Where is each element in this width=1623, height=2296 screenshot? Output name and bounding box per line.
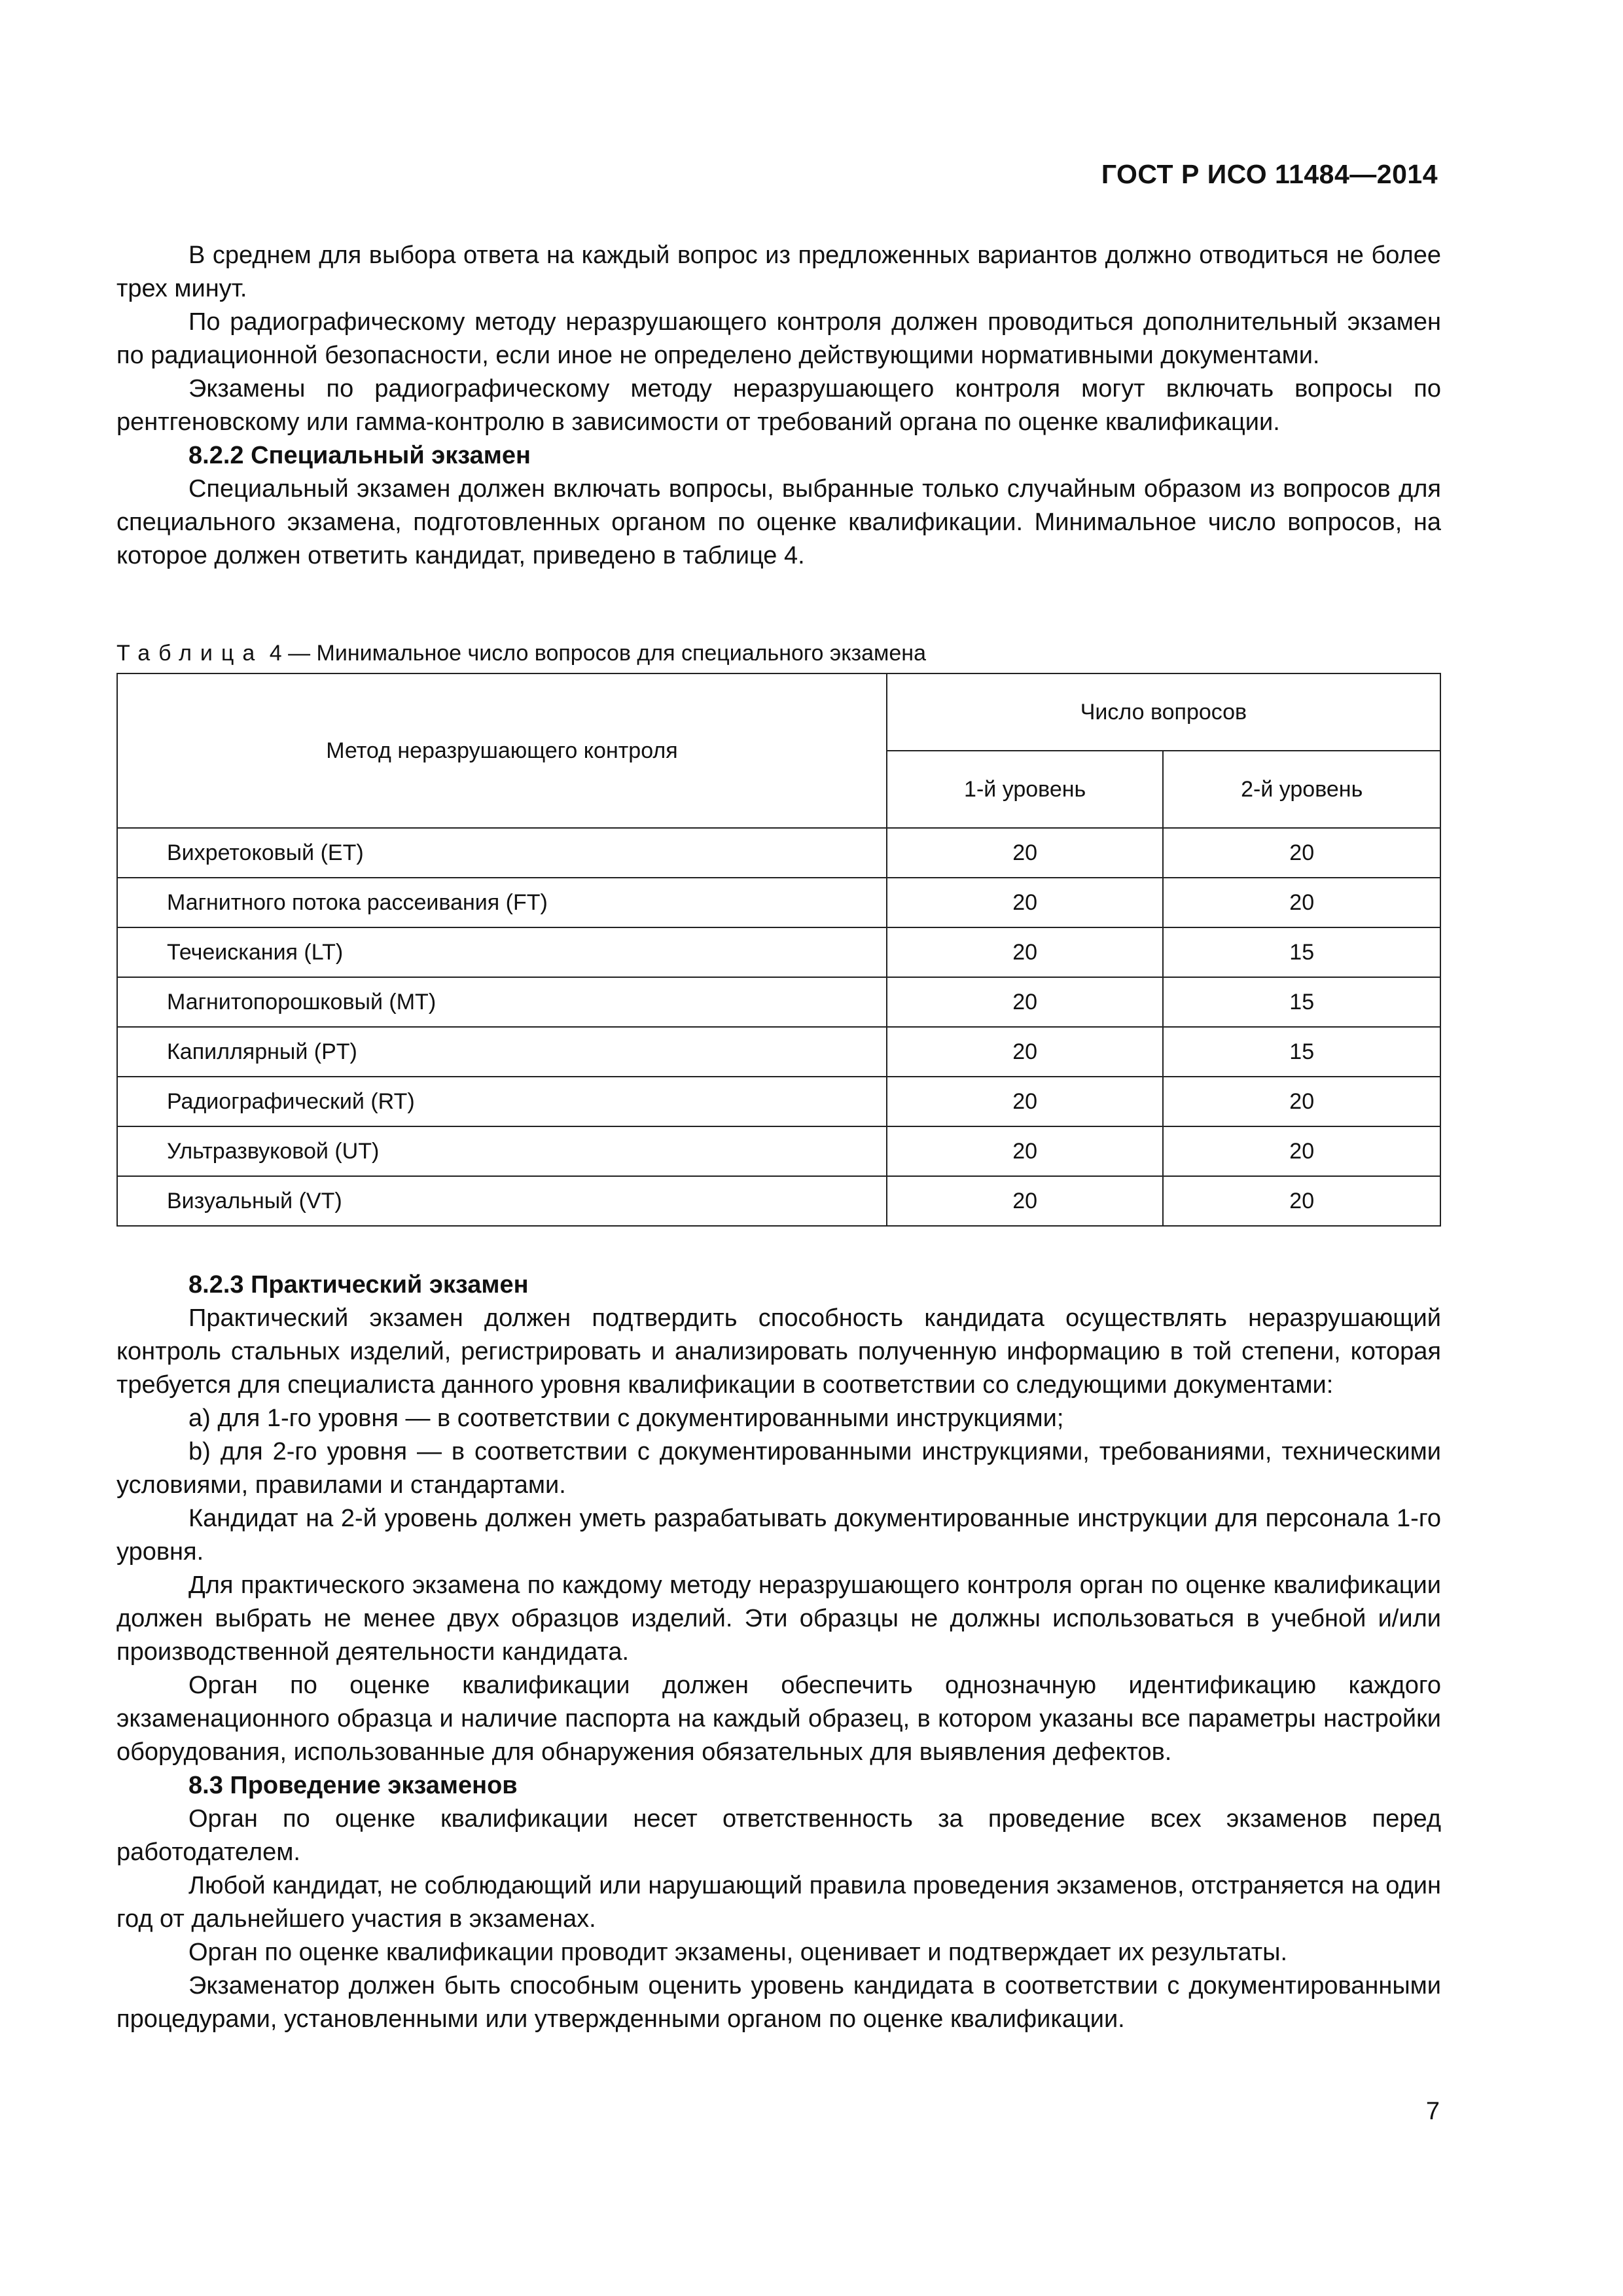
header-level-1: 1-й уровень — [887, 751, 1164, 828]
list-item: a) для 1-го уровня — в соответствии с документированными инструкциями; — [188, 1405, 1064, 1432]
intro-section — [116, 239, 1441, 573]
table-caption-label: Таблица — [116, 641, 264, 666]
header-question-count: Число вопросов — [887, 673, 1440, 751]
level-2-cell: 20 — [1163, 1126, 1440, 1176]
section-heading-8-3: 8.3 Проведение экзаменов — [188, 1772, 518, 1799]
level-1-cell: 20 — [887, 828, 1164, 878]
paragraph: Любой кандидат, не соблюдающий или нарушающий правила проведения экзаменов, отстраняется на один год от дальнейшего участия в экзаменах. — [116, 1872, 1441, 1933]
method-cell: Визуальный (VT) — [117, 1176, 887, 1226]
level-1-cell: 20 — [887, 927, 1164, 977]
level-2-cell: 20 — [1163, 1077, 1440, 1126]
paragraph: Экзаменатор должен быть способным оценить уровень кандидата в соответствии с документированными процедурами, установленными или утвержденными органом по оценке квалификации. — [116, 1972, 1441, 2033]
table-caption-text: 4 — Минимальное число вопросов для специального экзамена — [263, 641, 926, 666]
table-caption — [116, 638, 926, 668]
level-2-cell: 15 — [1163, 977, 1440, 1027]
level-1-cell: 20 — [887, 977, 1164, 1027]
table-row — [117, 1027, 1440, 1077]
paragraph: Орган по оценке квалификации несет ответственность за проведение всех экзаменов перед работодателем. — [116, 1805, 1441, 1866]
page-number: 7 — [1425, 2098, 1440, 2125]
table-row — [117, 828, 1440, 878]
header-level-2: 2-й уровень — [1163, 751, 1440, 828]
method-cell: Вихретоковый (ET) — [117, 828, 887, 878]
level-1-cell: 20 — [887, 1077, 1164, 1126]
level-2-cell: 20 — [1163, 828, 1440, 878]
document-code: ГОСТ Р ИСО 11484—2014 — [1101, 159, 1438, 189]
level-1-cell: 20 — [887, 1176, 1164, 1226]
table-row — [117, 878, 1440, 927]
paragraph: По радиографическому методу неразрушающего контроля должен проводиться дополнительный экзамен по радиационной безопасности, если иное не определено действующими нормативными документами. — [116, 308, 1441, 369]
table-row — [117, 1176, 1440, 1226]
level-2-cell: 15 — [1163, 1027, 1440, 1077]
table-row — [117, 1126, 1440, 1176]
method-cell: Радиографический (RT) — [117, 1077, 887, 1126]
level-2-cell: 15 — [1163, 927, 1440, 977]
method-cell: Магнитопорошковый (MT) — [117, 977, 887, 1027]
level-2-cell: 20 — [1163, 1176, 1440, 1226]
paragraph: Специальный экзамен должен включать вопросы, выбранные только случайным образом из вопросов для специального экзамена, подготовленных органом по оценке квалификации. Минимальное число вопросов, на которое должен ответить кандидат, приведено в таблице 4. — [116, 475, 1441, 569]
level-1-cell: 20 — [887, 1126, 1164, 1176]
table-row — [117, 1077, 1440, 1126]
paragraph: В среднем для выбора ответа на каждый вопрос из предложенных вариантов должно отводиться не более трех минут. — [116, 242, 1441, 302]
table-row — [117, 927, 1440, 977]
paragraph: Экзамены по радиографическому методу неразрушающего контроля могут включать вопросы по рентгеновскому или гамма-контролю в зависимости от требований органа по оценке квалификации. — [116, 375, 1441, 436]
paragraph: Практический экзамен должен подтвердить способность кандидата осуществлять неразрушающий контроль стальных изделий, регистрировать и анализировать полученную информацию в той степени, которая требуется для специалиста данного уровня квалификации в соответствии со следующими документами: — [116, 1304, 1441, 1399]
level-1-cell: 20 — [887, 1027, 1164, 1077]
method-cell: Магнитного потока рассеивания (FT) — [117, 878, 887, 927]
section-heading-8-2-3: 8.2.3 Практический экзамен — [188, 1271, 529, 1299]
table-4 — [116, 673, 1441, 1227]
paragraph: Кандидат на 2-й уровень должен уметь разрабатывать документированные инструкции для персонала 1-го уровня. — [116, 1505, 1441, 1566]
section-heading-8-2-2: 8.2.2 Специальный экзамен — [188, 442, 531, 469]
paragraph: Орган по оценке квалификации должен обеспечить однозначную идентификацию каждого экзаменационного образца и наличие паспорта на каждый образец, в котором указаны все параметры настройки оборудования, использованные для обнаружения обязательных для выявления дефектов. — [116, 1672, 1441, 1766]
practical-and-conduct-sections — [116, 1268, 1441, 2036]
list-item: b) для 2-го уровня — в соответствии с документированными инструкциями, требованиями, техническими условиями, правилами и стандартами. — [116, 1438, 1441, 1499]
paragraph: Для практического экзамена по каждому методу неразрушающего контроля орган по оценке квалификации должен выбрать не менее двух образцов изделий. Эти образцы не должны использоваться в учебной и/или производственной деятельности кандидата. — [116, 1571, 1441, 1666]
method-cell: Ультразвуковой (UT) — [117, 1126, 887, 1176]
header-method: Метод неразрушающего контроля — [117, 673, 887, 828]
method-cell: Течеискания (LT) — [117, 927, 887, 977]
method-cell: Капиллярный (PT) — [117, 1027, 887, 1077]
level-1-cell: 20 — [887, 878, 1164, 927]
level-2-cell: 20 — [1163, 878, 1440, 927]
paragraph: Орган по оценке квалификации проводит экзамены, оценивает и подтверждает их результаты. — [188, 1939, 1288, 1966]
table-row — [117, 977, 1440, 1027]
